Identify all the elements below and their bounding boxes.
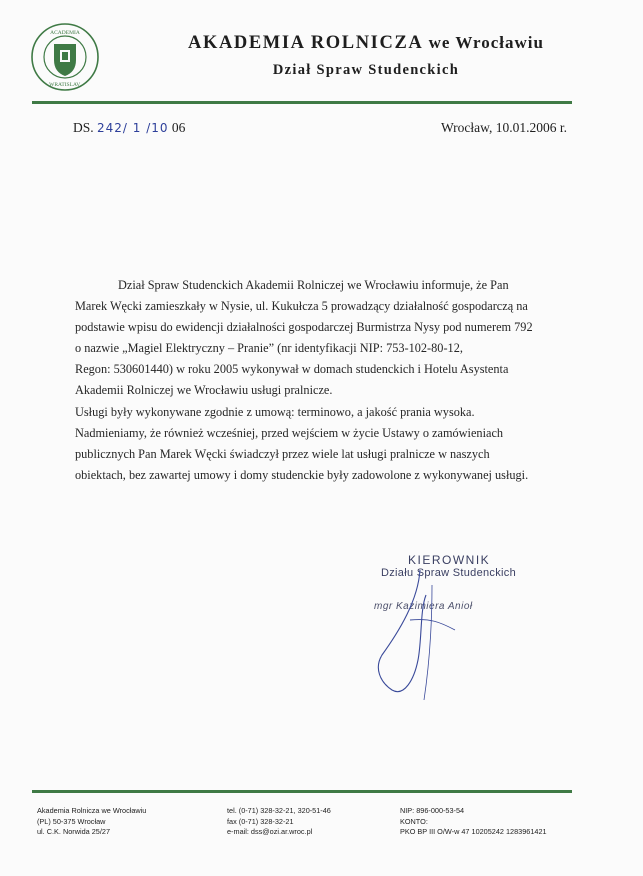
body-line: Nadmieniamy, że również wcześniej, przed wejściem w życie Ustawy o zamówieniach xyxy=(75,425,504,440)
handwritten-signature xyxy=(360,560,480,710)
institution-name: AKADEMIA ROLNICZA we Wrocławiu xyxy=(188,33,544,53)
body-line: Usługi były wykonywane zgodnie z umową: terminowo, a jakość prania wysoka. xyxy=(75,404,475,419)
svg-text:WRATISLAV.: WRATISLAV. xyxy=(49,82,81,88)
footer-divider xyxy=(32,790,572,793)
footer-address-line: ul. C.K. Norwida 25/27 xyxy=(37,827,111,836)
footer-account-label: KONTO: xyxy=(400,816,428,826)
ref-prefix: DS. xyxy=(73,120,94,135)
footer-bank-details xyxy=(400,806,547,838)
stamp-signatory-name: mgr Kazimiera Anioł xyxy=(374,601,473,612)
footer-account-number: PKO BP III O/W-w 47 10205242 1283961421 xyxy=(400,827,547,836)
svg-text:ACADEMIA: ACADEMIA xyxy=(50,30,80,36)
footer-fax: fax (0-71) 328-32-21 xyxy=(227,816,294,826)
footer-contact xyxy=(227,806,331,838)
body-line: obiektach, bez zawartej umowy i domy studenckie były zadowolone z wykonywanej usługi. xyxy=(75,467,529,482)
department-name: Dział Spraw Studenckich xyxy=(272,62,460,78)
footer-nip: NIP: 896-000-53-54 xyxy=(400,806,465,815)
stamp-department: Działu Spraw Studenckich xyxy=(381,567,516,579)
body-line: Regon: 530601440) w roku 2005 wykonywał w domach studenckich i Hotelu Asystenta xyxy=(75,362,509,377)
footer-address-line: Akademia Rolnicza we Wrocławiu xyxy=(37,806,147,815)
header-divider xyxy=(32,101,572,104)
footer-address-line: (PL) 50-375 Wrocław xyxy=(37,816,106,826)
footer-phone: tel. (0-71) 328-32-21, 320-51-46 xyxy=(227,806,331,815)
footer-email: e-mail: dss@ozi.ar.wroc.pl xyxy=(227,827,313,836)
body-line: Dział Spraw Studenckich Akademii Rolniczej we Wrocławiu informuje, że Pan xyxy=(118,278,509,292)
stamp-title: KIEROWNIK xyxy=(408,553,491,567)
body-line: o nazwie „Magiel Elektryczny – Pranie” (nr identyfikacji NIP: 753-102-80-12, xyxy=(75,341,463,356)
body-line: publicznych Pan Marek Węcki świadczył przez wiele lat usługi pralnicze w naszych xyxy=(75,446,490,461)
footer-address xyxy=(37,806,146,838)
place-and-date: Wrocław, 10.01.2006 r. xyxy=(440,120,567,135)
reference-number xyxy=(73,120,185,136)
ref-year: 06 xyxy=(171,120,186,135)
body-line: podstawie wpisu do ewidencji działalności gospodarczej Burmistrza Nysy pod numerem 792 xyxy=(75,320,533,335)
body-line: Akademii Rolniczej we Wrocławiu usługi pralnicze. xyxy=(75,383,333,398)
body-line: Marek Węcki zamieszkały w Nysie, ul. Kukułcza 5 prowadzący działalność gospodarczą na xyxy=(75,299,528,314)
institution-city: we Wrocławiu xyxy=(428,33,544,52)
university-seal-logo xyxy=(30,22,100,92)
letter-body xyxy=(75,275,575,486)
ref-handwritten: 242/ 1 /10 xyxy=(97,121,169,135)
